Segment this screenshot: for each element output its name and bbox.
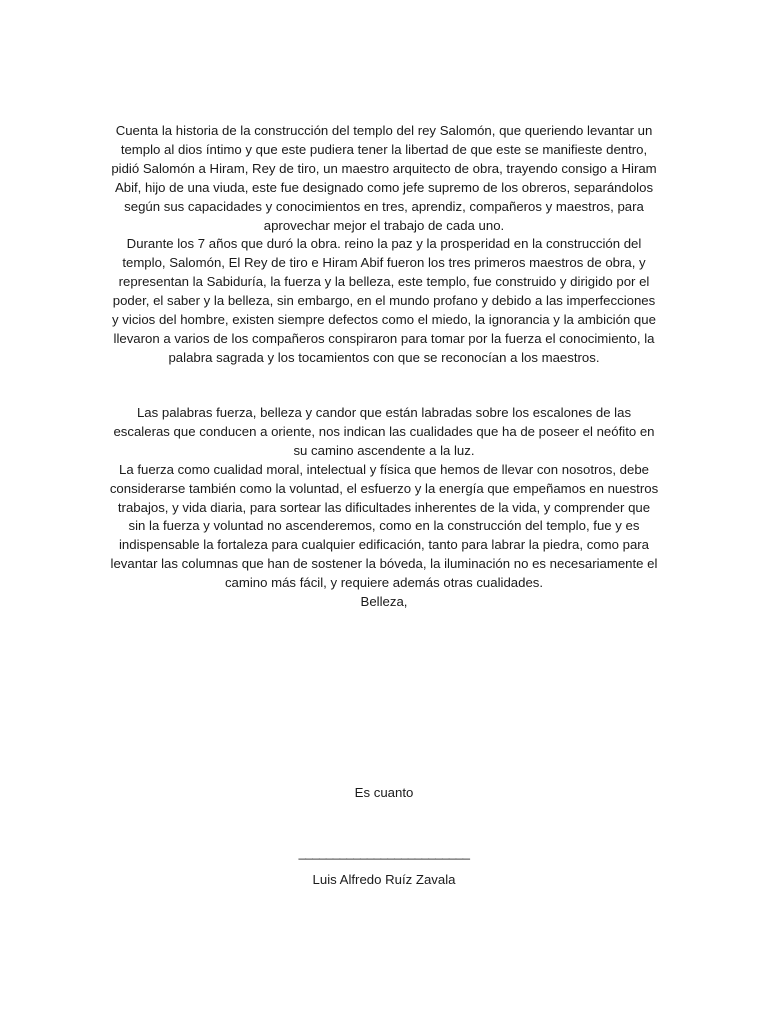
text-block-qualities <box>108 404 660 612</box>
author-name: Luis Alfredo Ruíz Zavala <box>312 872 456 887</box>
signature-line: _________________________ <box>298 845 470 860</box>
text-block-temple-history <box>108 122 660 368</box>
paragraph-temple-construction: Cuenta la historia de la construcción del templo del rey Salomón, que queriendo levantar un templo al dios íntimo y que este pudiera tener la libertad de que este se manifieste dentro, pidió Salomón a Hiram, Rey de tiro, un maestro arquitecto de obra, trayendo consigo a Hiram Abif, hijo de una viuda, este fue designado como jefe supremo de los obreros, separándolos según sus capacidades y conocimientos en tres, aprendiz, compañeros y maestros, para aprovechar mejor el trabajo de cada uno. <box>111 123 657 233</box>
paragraph-beauty: Belleza, <box>360 594 408 610</box>
paragraph-strength: La fuerza como cualidad moral, intelectual y física que hemos de llevar con nosotros, debe considerarse también como la voluntad, el esfuerzo y la energía que empeñamos en nuestros trabajos, y vida diaria, para sortear las dificultades inherentes de la vida, y comprender que sin la fuerza y voluntad no ascenderemos, como en la construcción del templo, fue y es indispensable la fortaleza para cualquier edificación, tanto para labrar la piedra, como para levantar las columnas que han de sostener la bóveda, la iluminación no es necesariamente el camino más fácil, y requiere además otras cualidades. <box>109 461 659 591</box>
paragraph-words-on-steps: Las palabras fuerza, belleza y candor que están labradas sobre los escalones de las escaleras que conducen a oriente, nos indican las cualidades que ha de poseer el neófito en su camino ascendente a la luz. <box>113 405 655 458</box>
paragraph-seven-years: Durante los 7 años que duró la obra. reino la paz y la prosperidad en la construcción del templo, Salomón, El Rey de tiro e Hiram Abif fueron los tres primeros maestros de obra, y representan la Sabiduría, la fuerza y la belleza, este templo, fue construido y dirigido por el poder, el saber y la belleza, sin embargo, en el mundo profano y debido a las imperfecciones y vicios del hombre, existen siempre defectos como el miedo, la ignorancia y la ambición que llevaron a varios de los compañeros conspiraron para tomar por la fuerza el conocimiento, la palabra sagrada y los tocamientos con que se reconocían a los maestros. <box>112 236 656 365</box>
closing-text: Es cuanto <box>354 785 414 800</box>
